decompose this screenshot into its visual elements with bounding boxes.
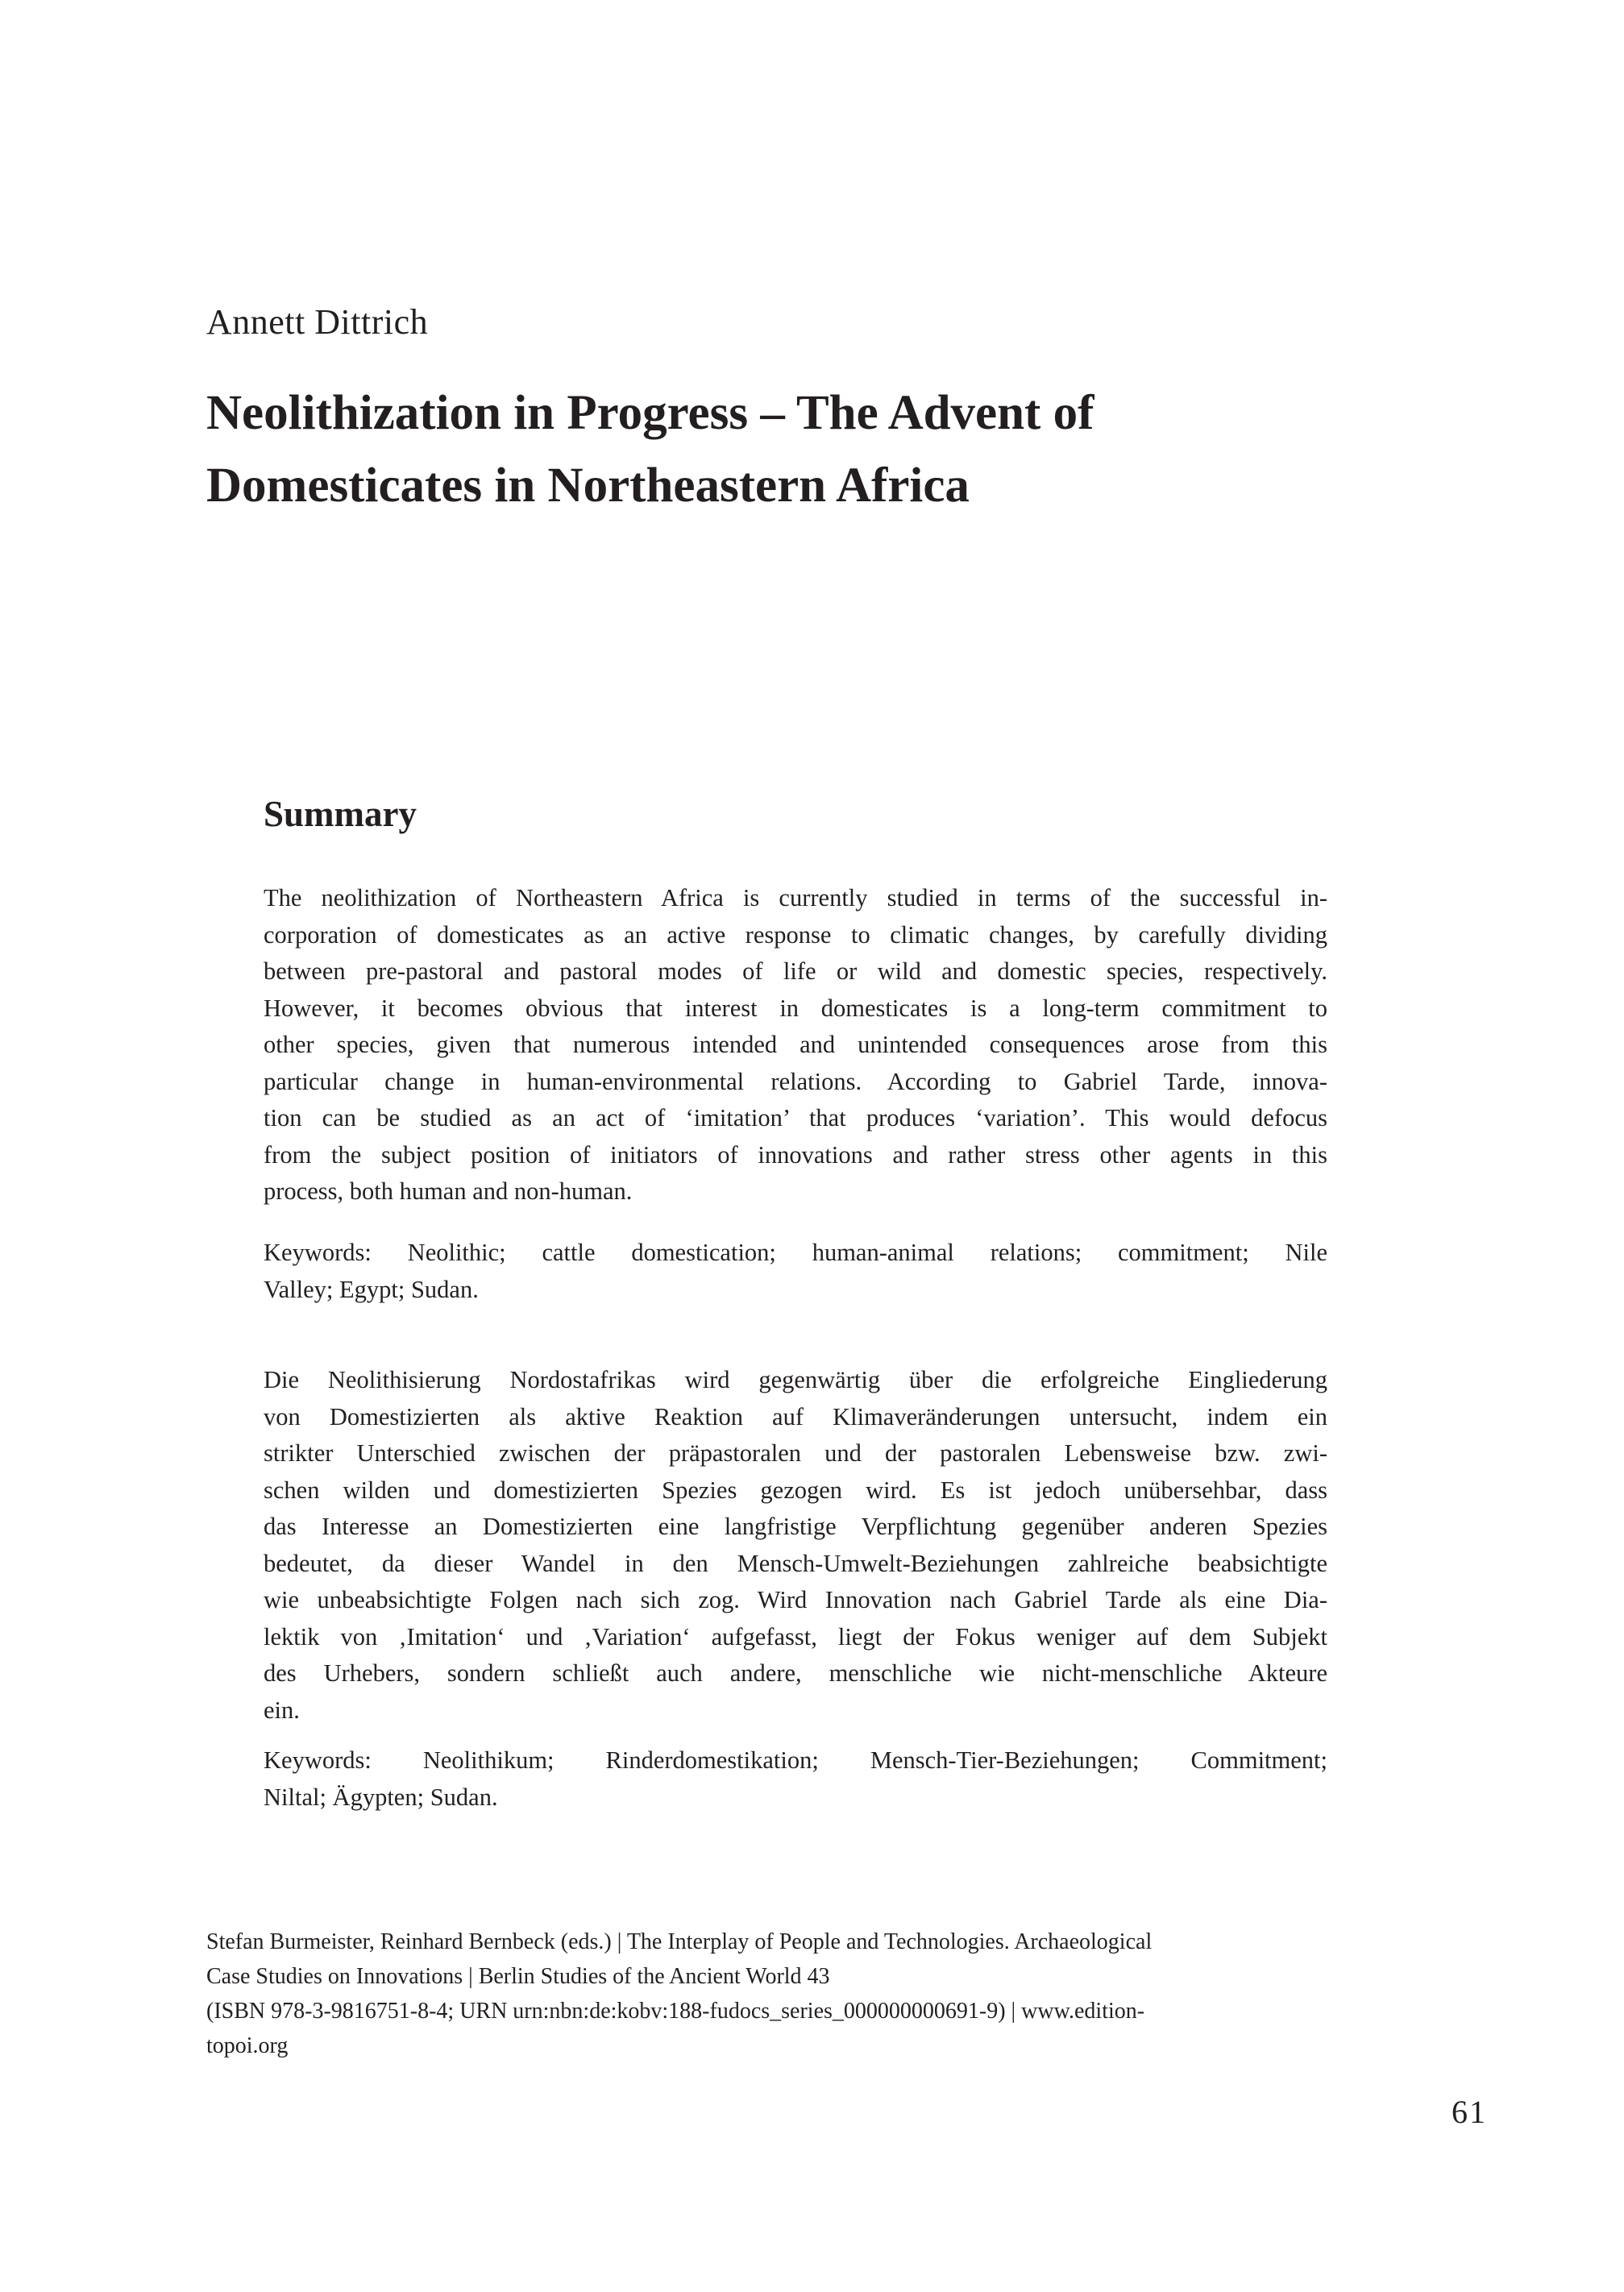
keywords-line: Keywords: Neolithikum; Rinderdomestikation; Mensch-Tier-Beziehungen; Commitment; (264, 1746, 1327, 1774)
abstract-line: bedeutet, da dieser Wandel in den Mensch-Umwelt-Beziehungen zahlreiche beabsichtigte (264, 1549, 1327, 1577)
keywords-english (264, 1235, 1327, 1308)
keywords-german (264, 1742, 1327, 1816)
abstract-line: des Urhebers, sondern schließt auch andere, menschliche wie nicht-menschliche Akteure (264, 1659, 1327, 1687)
abstract-line: Die Neolithisierung Nordostafrikas wird gegenwärtig über die erfolgreiche Eingliederung (264, 1366, 1327, 1393)
abstract-line: ein. (264, 1696, 300, 1724)
abstract-line: das Interesse an Domestizierten eine langfristige Verpflichtung gegenüber anderen Spezies (264, 1513, 1327, 1540)
keywords-line: Valley; Egypt; Sudan. (264, 1275, 479, 1303)
abstract-german (264, 1362, 1327, 1729)
keywords-line: Keywords: Neolithic; cattle domestication; human-animal relations; commitment; Nile (264, 1239, 1327, 1266)
summary-heading: Summary (264, 794, 417, 834)
abstract-line: lektik von ‚Imitation‘ und ‚Variation‘ aufgefasst, liegt der Fokus weniger auf dem Subjekt (264, 1622, 1327, 1650)
abstract-line: The neolithization of Northeastern Africa is currently studied in terms of the successful in- (264, 884, 1327, 911)
abstract-english (264, 880, 1327, 1210)
article-title-line: Domesticates in Northeastern Africa (206, 459, 970, 513)
page-number: 61 (1452, 2094, 1487, 2130)
citation-line: Stefan Burmeister, Reinhard Bernbeck (eds.) | The Interplay of People and Technologies. Archaeological (206, 1929, 1153, 1954)
abstract-line: between pre-pastoral and pastoral modes of life or wild and domestic species, respectively. (264, 957, 1327, 985)
abstract-line: corporation of domesticates as an active response to climatic changes, by carefully dividing (264, 920, 1327, 949)
citation-line: topoi.org (206, 2033, 289, 2058)
abstract-line: process, both human and non-human. (264, 1177, 633, 1205)
abstract-line: strikter Unterschied zwischen der präpastoralen und der pastoralen Lebensweise bzw. zwi- (264, 1439, 1327, 1467)
abstract-line: from the subject position of initiators of innovations and rather stress other agents in this (264, 1140, 1327, 1169)
keywords-line: Niltal; Ägypten; Sudan. (264, 1783, 498, 1811)
abstract-line: particular change in human-environmental relations. According to Gabriel Tarde, innova- (264, 1067, 1327, 1095)
article-title (206, 377, 1415, 522)
abstract-line: wie unbeabsichtigte Folgen nach sich zog. Wird Innovation nach Gabriel Tarde als eine Dia- (264, 1586, 1327, 1613)
abstract-line: schen wilden und domestizierten Spezies gezogen wird. Es ist jedoch unübersehbar, dass (264, 1476, 1327, 1504)
citation-line: Case Studies on Innovations | Berlin Studies of the Ancient World 43 (206, 1964, 830, 1989)
abstract-line: tion can be studied as an act of ‘imitation’ that produces ‘variation’. This would defocus (264, 1104, 1327, 1131)
abstract-line: other species, given that numerous intended and unintended consequences arose from this (264, 1031, 1327, 1058)
citation-footer (206, 1925, 1270, 2063)
article-title-line: Neolithization in Progress – The Advent of (206, 386, 1094, 440)
abstract-line: However, it becomes obvious that interest in domesticates is a long-term commitment to (264, 994, 1327, 1022)
author-name: Annett Dittrich (206, 302, 429, 342)
citation-line: (ISBN 978-3-9816751-8-4; URN urn:nbn:de:kobv:188-fudocs_series_000000000691-9) | www.edition- (206, 1999, 1145, 2024)
abstract-line: von Domestizierten als aktive Reaktion auf Klimaveränderungen untersucht, indem ein (264, 1402, 1327, 1430)
